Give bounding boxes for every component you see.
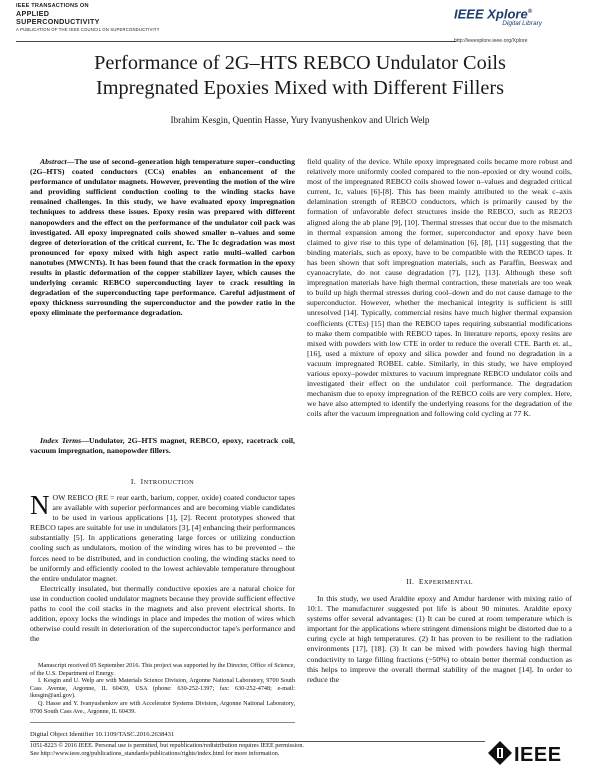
title-line-1: Performance of 2G–HTS REBCO Undulator Coils xyxy=(94,52,506,74)
ieee-logo xyxy=(487,740,577,768)
header-rule xyxy=(16,41,456,42)
doi-line[interactable]: Digital Object Identifier 10.1109/TASC.2016.2638431 xyxy=(30,731,175,738)
experimental-body xyxy=(307,594,572,685)
xplore-url[interactable]: http://ieeexplore.ieee.org/Xplore xyxy=(454,38,528,44)
index-terms-label: Index Terms xyxy=(40,436,82,445)
footnotes xyxy=(30,662,295,715)
doi-divider xyxy=(30,722,295,723)
journal-line-3: SUPERCONDUCTIVITY xyxy=(16,17,100,26)
section-2-title-first: E xyxy=(418,577,424,586)
intro-dropcap: N xyxy=(30,490,50,520)
abstract-label: Abstract xyxy=(40,157,67,166)
journal-line-4: A PUBLICATION OF THE IEEE COUNCIL ON SUPERCONDUCTIVITY xyxy=(16,27,160,32)
section-2-title-rest: XPERIMENTAL xyxy=(423,579,473,586)
ieee-xplore-logo xyxy=(452,6,592,28)
right-paragraph-2: In this study, we used Araldite epoxy and Amdur hardener with mixing ratio of 10:1. The manufacturer suggested pot life is about 90 minutes. Araldite epoxy systems offer several advantages: (1) It can be cured at room temperature which is important for the applications where stringent dimensions might be distorted due to a curing cycle at high temperatures. (2) It has proven to be resilient to the radiation environments [17], [18]. (3) It can be mixed with powders having high thermal conductivity to large filling fractions (~50%) to obtain better thermal conduction as this helps to improve the overall thermal stability of the magnet [14]. In order to reduce the xyxy=(307,594,572,684)
abstract xyxy=(30,157,295,319)
intro-paragraph-2: Electrically insulated, but thermally conductive epoxies are a natural choice for use in conduction cooled undulator magnets because they provide sufficient effective paths to cool the coil stacks in the magnets and also prevent electrical shorts. In addition, epoxy locks the windings in place and impedes the motion of wires which otherwise could result in deterioration of the superconductor tape's performance and the xyxy=(30,583,295,644)
introduction-body xyxy=(30,490,295,644)
journal-line-1: IEEE TRANSACTIONS ON xyxy=(16,3,89,9)
copyright-line-2: See http://www.ieee.org/publications_standards/publications/rights/index.html for more information. xyxy=(30,750,280,757)
journal-masthead xyxy=(16,3,160,33)
footnote-2: I. Kesgin and U. Welp are with Materials Science Division, Argonne National Laboratory, 9700 South Cass Avenue, Argonne, IL 60439, USA (phone: 630-252-1397; fax: 630-252-4748; e-mail: ikesgin@anl.gov). xyxy=(30,677,295,700)
xplore-brand: IEEE Xplore xyxy=(454,6,528,22)
right-column-body xyxy=(307,157,572,419)
index-terms xyxy=(30,436,295,456)
ieee-wordmark: IEEE xyxy=(514,744,562,766)
section-1-title-first: I xyxy=(140,477,144,486)
section-1-title-rest: NTRODUCTION xyxy=(143,479,195,486)
index-terms-text: —Undulator, 2G–HTS magnet, REBCO, epoxy, racetrack coil, vacuum impregnation, nanopowder fillers. xyxy=(30,436,295,456)
ieee-diamond-icon xyxy=(487,740,513,766)
intro-paragraph-1: OW REBCO (RE = rear earth, barium, copper, oxide) coated conductor tapes are available with superior performances and are becoming viable candidates to be used in various applications [1], [2]. Recent prototypes showed that REBCO tapes are suitable for use in undulators [3], [4] enhancing their performances substantially [5]. In applications generating large forces or utilizing conduction cooling such as undulators, motion of the winding wires has to be prevented – the forces need to be distributed, and in conduction cooling, the winding stacks need to be uniformly and efficiently cooled to the lowest achievable temperature throughout the entire undulator magnet. xyxy=(30,493,295,583)
footnote-3: Q. Hasse and Y. Ivanyushenkov are with Accelerator Systems Division, Argonne National Laboratory, 9700 South Cass Ave., Argonne, IL 60439. xyxy=(30,699,295,715)
copyright-line-1: 1051-8223 © 2016 IEEE. Personal use is permitted, but republication/redistribution requires IEEE permission. xyxy=(30,742,304,749)
authors: Ibrahim Kesgin, Quentin Hasse, Yury Ivanyushenkov and Ulrich Welp xyxy=(170,115,430,125)
title-line-2: Impregnated Epoxies Mixed with Different Fillers xyxy=(96,77,504,99)
xplore-reg: ® xyxy=(527,9,533,15)
xplore-sub: Digital Library xyxy=(502,20,542,28)
section-1-heading xyxy=(30,477,295,488)
section-2-number: II. xyxy=(406,577,415,586)
section-1-number: I. xyxy=(130,477,137,486)
copyright-notice xyxy=(30,742,490,758)
right-paragraph-1: field quality of the device. While epoxy impregnated coils became more robust and relatively more uniformly cooled compared to the non–epoxied or dry wound coils, most of the impregnated REBCO coils showed lower n–values and degraded critical current, Ic, values [6]-[8]. This has been mainly attributed to the weak c–axis delamination strength of REBCO conductors, which is primarily caused by the formation of unfavorable defect structures inside the REBCO, such as RE2O3 aligned along the ab plane [9], [10]. Thermal stresses that occur due to the mismatch in thermal expansion among the former, superconductor and epoxy have been claimed to give rise to this type of delamination [6], [8], [11] suggesting that the binding materials, such as epoxy, have to be compatible with the REBCO tapes. It has been shown that soft impregnation materials, such as Paraffin, Beeswax and cyanoacrylate, do not cause degradation [7], [12], [13]. Although these soft impregnation materials have high thermal contraction, these materials are too weak to build up high thermal stresses during cool–down and do not cause damage to the superconductor. However, whether the mechanical integrity is sufficient is still unresolved [14]. Typically, commercial resins have much higher thermal expansion coefficients (CTEs) [15] than the REBCO tapes requiring substantial modifications to make them compatible with REBCO tapes. In literature reports, epoxy resins are mixed with powders with low CTE in order to reduce the overall CTE. Barth et. al., [16], used a mixture of epoxy and silica powder and found no degradation in a vacuum impregnated ROBEL cable. Similarly, in this study, we have employed various epoxy–powder mixtures to vacuum impregnate REBCO undulator coils and investigated their effect on the undulator coil performance. The degradation mechanism due to epoxy impregnation of the REBCO coils are very complex. Here, we have also attempted to identify the underlying reasons for the degradation of the coils after the vacuum impregnation and following cold cycling at 77 K. xyxy=(307,157,572,419)
section-2-heading xyxy=(307,577,572,588)
paper-title xyxy=(20,51,580,101)
footnote-1: Manuscript received 05 September 2016. This project was supported by the Director, Office of Science, of the U.S. Department of Energy. xyxy=(30,662,295,677)
abstract-text: —The use of second–generation high temperature super–conducting (2G–HTS) coated conductors (CCs) enables an enhancement of the performance of undulator magnets. However, preventing the motion of the wire and providing sufficient conduction cooling to the winding stacks have remained challenges. In this study, we have evaluated epoxy impregnation techniques to address these issues. Epoxy resin was prepared with different nanopowders and the effect on the performance of the undulator coil pack was investigated. All epoxy impregnated coils showed smaller n–values and some degree of deterioration of the critical current, Ic. The Ic degradation was most pronounced for epoxy mixed with high aspect ratio multi–walled carbon nanotubes (MWCNTs). It has been found that the crack formation in the epoxy results in plastic deformation of the copper stabilizer layer, which causes the underlying ceramic REBCO superconducting layer to crack resulting in degradation of the superconducting tape performance. Careful adjustment of epoxy thickness surrounding the superconductor and the powder ratio in the epoxy eliminate the performance degradation. xyxy=(30,157,295,318)
journal-line-2: APPLIED xyxy=(16,9,50,18)
